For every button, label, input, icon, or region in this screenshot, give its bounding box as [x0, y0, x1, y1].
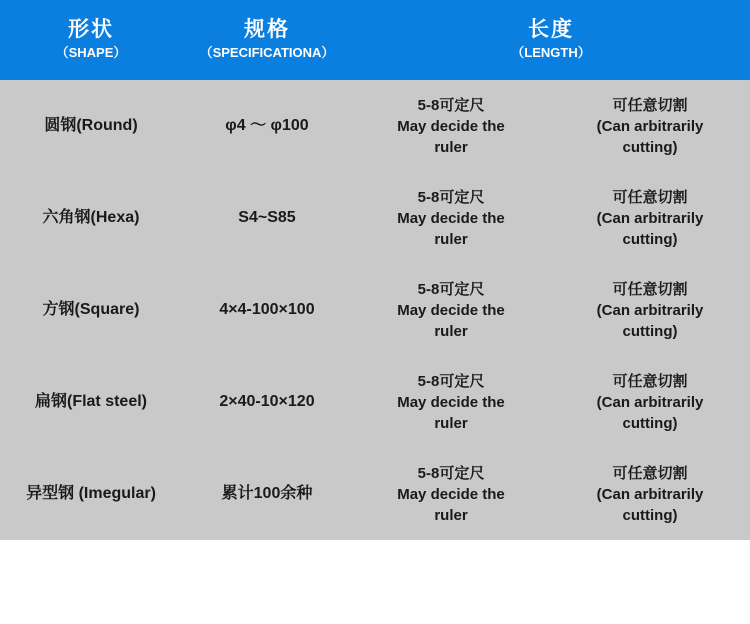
- length-en-2: cutting): [622, 230, 678, 248]
- cell-shape: 圆钢(Round): [0, 80, 182, 172]
- length-en-1: (Can arbitrarily: [596, 393, 704, 411]
- length-en-1: (Can arbitrarily: [596, 485, 704, 503]
- cell-specification: 4×4-100×100: [182, 264, 352, 356]
- length-en-1: May decide the: [397, 117, 505, 135]
- cell-length-cutting: [550, 264, 750, 356]
- header-specification-cn: 规格: [244, 18, 290, 41]
- length-cn: 可任意切割: [612, 96, 688, 114]
- table-row: [0, 448, 750, 540]
- cell-length-cutting: [550, 448, 750, 540]
- cell-length-ruler: [352, 356, 550, 448]
- length-cn: 可任意切割: [612, 372, 688, 390]
- length-en-2: cutting): [622, 414, 678, 432]
- table-row: [0, 356, 750, 448]
- length-en-1: (Can arbitrarily: [596, 301, 704, 319]
- header-length-en: （LENGTH）: [511, 45, 591, 60]
- cell-shape: [0, 448, 182, 540]
- header-shape-en: （SHAPE）: [55, 45, 127, 60]
- length-en-1: May decide the: [397, 393, 505, 411]
- cell-length-ruler: [352, 448, 550, 540]
- cell-specification: φ4 ～ φ100: [182, 80, 352, 172]
- length-cn: 5-8可定尺: [417, 464, 485, 482]
- cell-length-ruler: [352, 172, 550, 264]
- length-en-2: cutting): [622, 138, 678, 156]
- length-en-1: May decide the: [397, 485, 505, 503]
- shape-cn: 异型钢: [26, 485, 75, 502]
- header-length-cn: 长度: [528, 18, 574, 41]
- length-en-2: cutting): [622, 322, 678, 340]
- cell-length-ruler: [352, 80, 550, 172]
- length-en-2: ruler: [434, 230, 468, 248]
- length-en-1: (Can arbitrarily: [596, 117, 704, 135]
- table-row: [0, 80, 750, 172]
- cell-shape: 六角钢(Hexa): [0, 172, 182, 264]
- cell-shape: 方钢(Square): [0, 264, 182, 356]
- cell-shape: 扁钢(Flat steel): [0, 356, 182, 448]
- cell-length-cutting: [550, 172, 750, 264]
- shape-en: (Imegular): [78, 485, 156, 502]
- length-cn: 可任意切割: [612, 280, 688, 298]
- length-cn: 可任意切割: [612, 188, 688, 206]
- table-row: [0, 264, 750, 356]
- length-cn: 5-8可定尺: [417, 96, 485, 114]
- header-shape-cn: 形状: [68, 18, 114, 41]
- header-cell-specification: [182, 0, 352, 80]
- table-row: [0, 172, 750, 264]
- cell-length-cutting: [550, 80, 750, 172]
- cell-specification: 累计100余种: [182, 448, 352, 540]
- length-cn: 可任意切割: [612, 464, 688, 482]
- length-en-1: (Can arbitrarily: [596, 209, 704, 227]
- length-en-1: May decide the: [397, 301, 505, 319]
- cell-length-ruler: [352, 264, 550, 356]
- header-cell-shape: [0, 0, 182, 80]
- length-en-2: ruler: [434, 322, 468, 340]
- length-en-1: May decide the: [397, 209, 505, 227]
- cell-specification: 2×40-10×120: [182, 356, 352, 448]
- length-cn: 5-8可定尺: [417, 280, 485, 298]
- length-en-2: cutting): [622, 506, 678, 524]
- cell-length-cutting: [550, 356, 750, 448]
- length-cn: 5-8可定尺: [417, 372, 485, 390]
- cell-specification: S4~S85: [182, 172, 352, 264]
- length-cn: 5-8可定尺: [417, 188, 485, 206]
- length-en-2: ruler: [434, 138, 468, 156]
- length-en-2: ruler: [434, 506, 468, 524]
- length-en-2: ruler: [434, 414, 468, 432]
- header-cell-length: [352, 0, 750, 80]
- table-header-row: [0, 0, 750, 80]
- header-specification-en: （SPECIFICATIONA）: [199, 45, 335, 60]
